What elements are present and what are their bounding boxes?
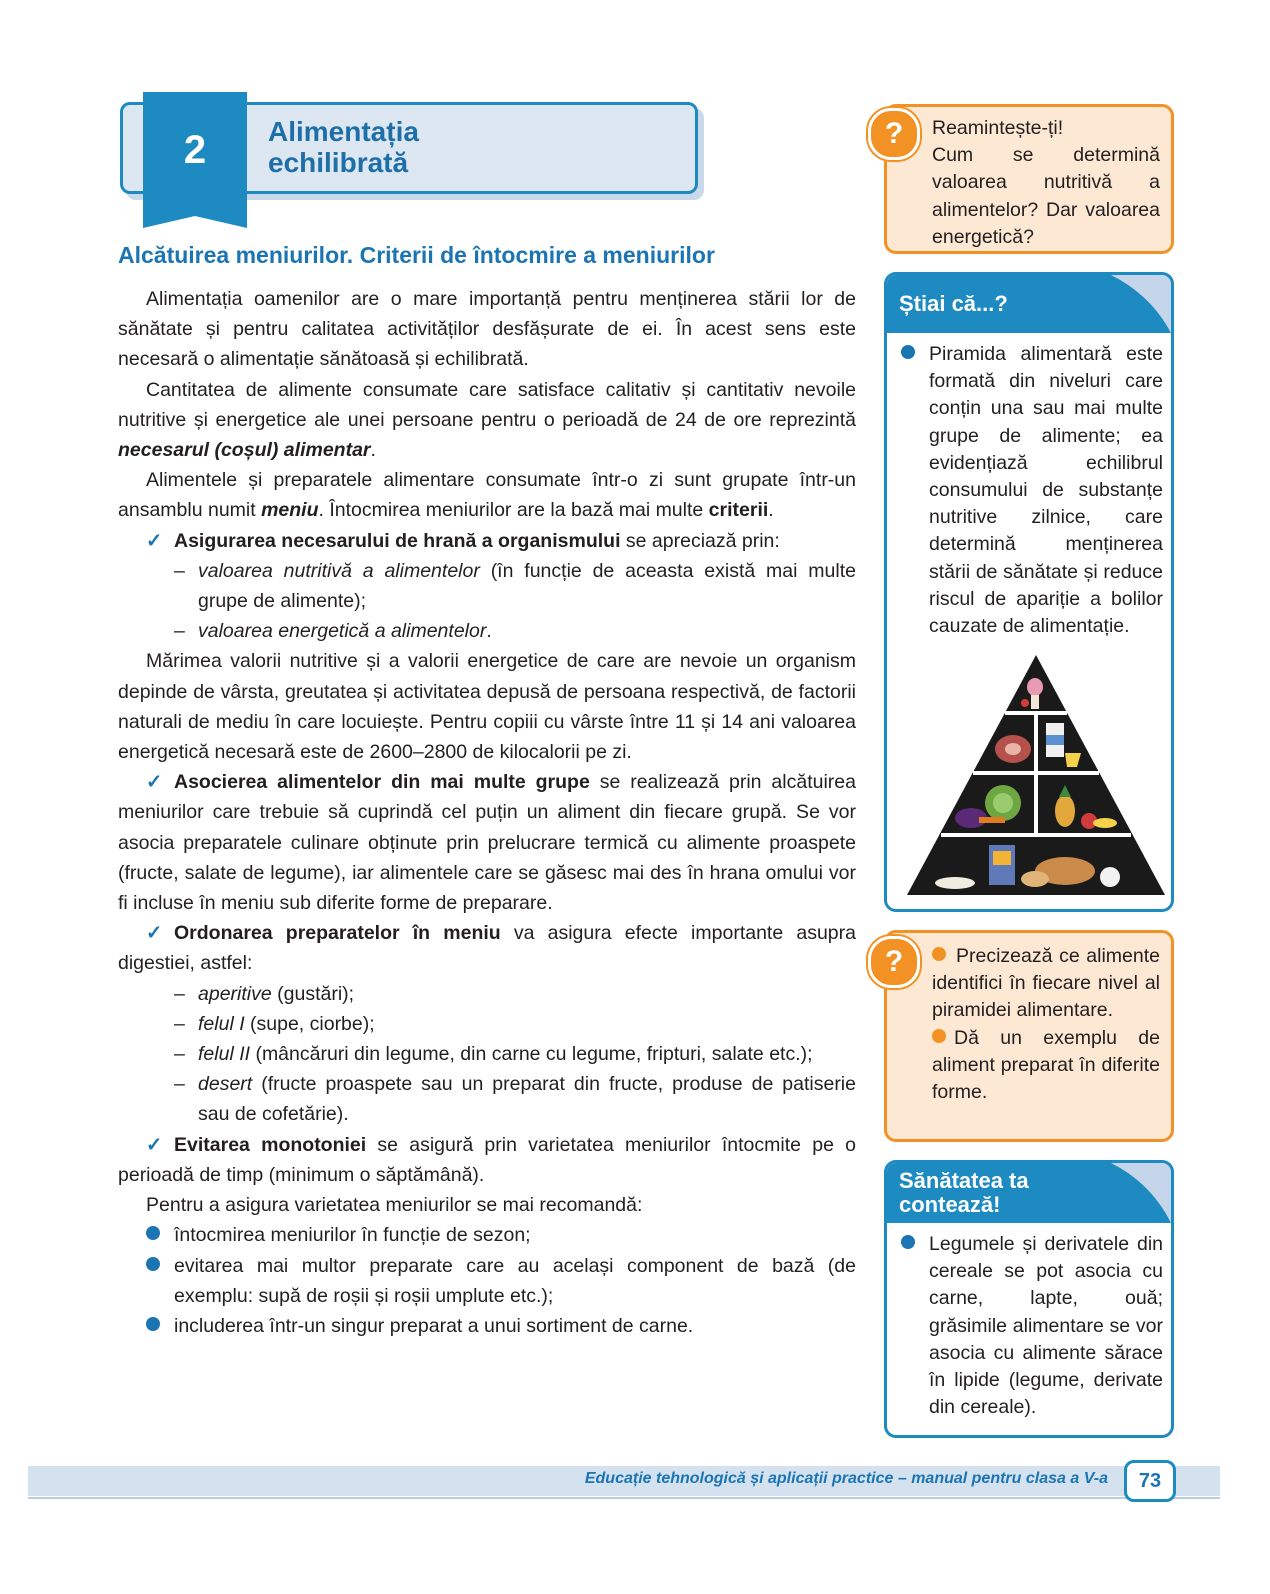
check-icon: ✓: [146, 1133, 163, 1156]
p3-text: Alimentele și preparatele alimentare consumate într-o zi sunt grupate într-un ansamblu numit: [118, 469, 856, 522]
dash-marker: –: [174, 1012, 185, 1035]
orange-bullet-icon: [932, 1029, 946, 1043]
paragraph-1: Alimentația oamenilor are o mare importanță pentru menținerea stării lor de sănătate și pentru calitatea activităților desfășurate de ei. În acest sens este necesară o alimentație sănătoasă și echilibrată.: [118, 288, 856, 371]
bullet-3: [118, 1311, 856, 1341]
bullet-dot-icon: [146, 1257, 160, 1271]
did-you-know-box: [884, 272, 1174, 912]
food-pyramid-illustration: [905, 653, 1167, 899]
criterion-3-dash-3: [118, 1039, 856, 1069]
criterion-3-dash-1: [118, 979, 856, 1009]
reminder-box: [884, 104, 1174, 254]
did-you-know-title: Știai că...?: [899, 291, 1008, 316]
bullet-dot-icon: [901, 345, 915, 359]
criterion-1-title: Asigurarea necesarului de hrană a organismului: [174, 529, 621, 552]
bullet-1: [118, 1220, 856, 1250]
criterion-3: [118, 918, 856, 978]
criterion-4: [118, 1130, 856, 1190]
page-curl-icon: [1111, 1163, 1171, 1223]
bullet-2: [118, 1251, 856, 1311]
criterion-3-title: Ordonarea preparatelor în meniu: [174, 922, 501, 945]
criterion-4-text: se asigură prin varietatea meniurilor întocmite pe o perioadă de timp (minimum o săptămână).: [118, 1133, 856, 1186]
health-matters-title-line1: Sănătatea ta: [899, 1168, 1029, 1193]
bullet-3-text: includerea într-un singur preparat a unui sortiment de carne.: [174, 1314, 694, 1337]
bullet-1-text: întocmirea meniurilor în funcție de sezon;: [174, 1224, 531, 1247]
health-matters-title-line2: contează!: [899, 1192, 1001, 1217]
section-heading: Alcătuirea meniurilor. Criterii de întocmire a meniurilor: [118, 242, 715, 268]
check-icon: ✓: [146, 529, 163, 552]
p2-text: Cantitatea de alimente consumate care satisface calitativ și cantitativ nevoile nutritive și energetice ale unei persoane pentru o perioadă de 24 de ore reprezintă: [118, 378, 856, 431]
task-box: [884, 930, 1174, 1142]
bullet-dot-icon: [146, 1226, 160, 1240]
health-matters-header: [887, 1163, 1171, 1223]
check-icon: ✓: [146, 922, 163, 945]
criterion-1: [118, 526, 856, 556]
dash-marker: –: [174, 559, 185, 582]
dash-term: felul I: [198, 1012, 245, 1035]
reminder-title: Reamintește-ți!: [932, 117, 1064, 139]
p3-end: .: [768, 499, 774, 522]
question-icon: ?: [868, 936, 920, 988]
p3-text2: . Întocmirea meniurilor are la bază mai multe: [318, 499, 709, 522]
dash-1-text: (în funcție de aceasta există mai multe grupe de alimente);: [198, 559, 856, 613]
reminder-question: Cum se determină valoarea nutritivă a alimentelor? Dar valoarea energetică?: [932, 144, 1160, 248]
dash-text: (gustări);: [271, 982, 355, 1005]
criterion-3-dash-4: [118, 1069, 856, 1129]
health-matters-title: [899, 1169, 1029, 1217]
criterion-3-dash-2: [118, 1009, 856, 1039]
chapter-title: [268, 116, 419, 178]
footer-line: [28, 1497, 1220, 1499]
dash-marker: –: [174, 982, 185, 1005]
p3-term2: criterii: [708, 499, 769, 522]
main-body-text: [118, 284, 856, 1341]
did-you-know-content: Piramida alimentară este formată din niveluri care conțin una sau mai multe grupe de alimente; ea evidențiază echilibrul consumului de substanțe nutritive zilnice, care determină menținerea stării de sănătate și reduce riscul de apariție a bolilor cauzate de alimentație.: [929, 343, 1163, 638]
criterion-2: [118, 767, 856, 918]
criterion-2-text: se realizează prin alcătuirea meniurilor care trebuie să cuprindă cel puțin un aliment din fiecare grupă. Se vor asocia preparatele culinare obținute prin prelucrare termică cu alimente proaspete (fructe, salate de legume), iar alimentele care se găsesc mai des în hrana omului vor fi incluse în meniu sub diferite forme de preparare.: [118, 771, 856, 915]
bullet-2-text: evitarea mai multor preparate care au același component de bază (de exemplu: supă de roșii și roșii umplute etc.);: [174, 1254, 856, 1307]
task-1: Precizează ce alimente identifici în fiecare nivel al piramidei alimentare.: [932, 945, 1160, 1022]
dash-marker: –: [174, 620, 185, 643]
criterion-1-text: se apreciază prin:: [620, 529, 780, 552]
chapter-title-line2: echilibrată: [268, 147, 409, 178]
criterion-3-text: va asigura efecte importante asupra digestiei, astfel:: [118, 922, 856, 975]
paragraph-5: Pentru a asigura varietatea meniurilor se mai recomandă:: [146, 1194, 643, 1217]
criterion-4-title: Evitarea monotoniei: [174, 1133, 367, 1156]
health-matters-box: [884, 1160, 1174, 1438]
dash-text: (fructe proaspete sau un preparat din fructe, produse de patiserie sau de cofetărie).: [198, 1073, 856, 1126]
ribbon-notch: [143, 212, 247, 228]
dash-marker: –: [174, 1043, 185, 1066]
p3-term: meniu: [261, 499, 319, 522]
task-2: Dă un exemplu de aliment preparat în diferite forme.: [932, 1026, 1160, 1104]
check-icon: ✓: [146, 771, 163, 794]
dash-term: aperitive: [198, 982, 272, 1005]
dash-2-text: .: [486, 620, 492, 643]
criterion-1-dash-1: [118, 556, 856, 616]
chapter-number: 2: [183, 128, 207, 172]
page-number: 73: [1124, 1460, 1176, 1502]
dash-1-term: valoarea nutritivă a alimentelor: [198, 559, 480, 582]
orange-bullet-icon: [932, 947, 946, 961]
criterion-1-dash-2: [118, 616, 856, 646]
task-text: [932, 943, 1160, 1106]
health-matters-text: [901, 1231, 1163, 1421]
chapter-title-line1: Alimentația: [268, 116, 419, 147]
reminder-text: [932, 115, 1160, 251]
bullet-dot-icon: [901, 1235, 915, 1249]
paragraph-4: Mărimea valorii nutritive și a valorii energetice de care are nevoie un organism depinde de vârsta, greutatea și activitatea depusă de persoana respectivă, de factorii naturali de mediu în care locuiește. Pentru copiii cu vârste între 11 și 14 ani valoarea energetică necesară este de 2600–2800 de kilocalorii pe zi.: [118, 650, 856, 764]
footer-book-title: Educație tehnologică și aplicații practice – manual pentru clasa a V-a: [584, 1470, 1108, 1487]
paragraph-3: [118, 465, 856, 525]
health-matters-content: Legumele și derivatele din cereale se pot asocia cu carne, lapte, ouă; grăsimile alimentare se vor asocia cu alimente sărace în lipide (legume, derivate din cereale).: [929, 1233, 1163, 1419]
dash-term: felul II: [198, 1043, 251, 1066]
dash-text: (supe, ciorbe);: [244, 1012, 375, 1035]
paragraph-2: [118, 375, 856, 466]
dash-term: desert: [198, 1073, 253, 1096]
dash-2-term: valoarea energetică a alimentelor: [198, 620, 487, 643]
did-you-know-text: [901, 341, 1163, 640]
page-curl-icon: [1111, 275, 1171, 333]
did-you-know-header: [887, 275, 1171, 333]
bullet-dot-icon: [146, 1317, 160, 1331]
dash-marker: –: [174, 1073, 185, 1096]
question-icon: ?: [868, 108, 920, 160]
p2-term: necesarul (coșul) alimentar: [118, 439, 371, 462]
p2-end: .: [370, 439, 376, 462]
dash-text: (mâncăruri din legume, din carne cu legume, fripturi, salate etc.);: [250, 1043, 813, 1066]
criterion-2-title: Asocierea alimentelor din mai multe grupe: [174, 771, 590, 794]
